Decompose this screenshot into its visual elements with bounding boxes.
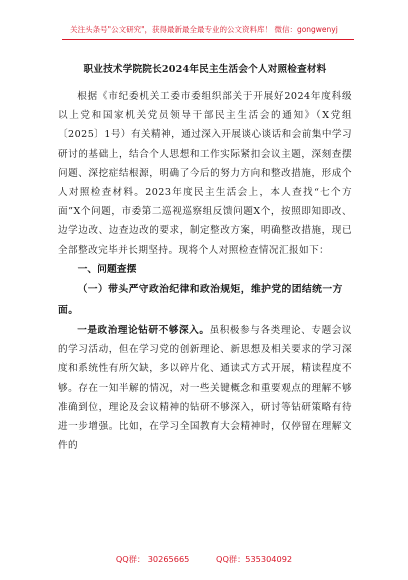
- footer-qq-group-1: QQ群： 30265665: [115, 554, 190, 564]
- footer: [0, 554, 408, 565]
- point-body: 虽积极参与各类理论、专题会议的学习活动，但在学习党的创新理论、新思想及相关要求的学习深度和系统性有所欠缺，多以碎片化、通读式方式开展，精读程度不够。存在一知半解的情况，对一些关键概念和重要观点的理解不够准确到位，理论及会议精神的钻研不够深入，研讨等钻研策略有待进一步增强。比如，在学习全国教育大会精神时，仅停留在理解文件的: [58, 325, 352, 452]
- subsection-heading: （一）带头严守政治纪律和政治规矩，维护党的团结统一方面。: [58, 284, 343, 317]
- point-lead: 一是政治理论钻研不够深入。: [77, 325, 210, 337]
- intro-paragraph: 根据《市纪委机关工委市委组织部关于开展好2024年度科级以上党和国家机关党员领导干部民主生活会的通知》（X党组〔2025〕1号）有关精神，通过深入开展谈心谈话和会前集中学习研讨的基础上，结合个人思想和工作实际紧扣会议主题，深刻查摆问题、深挖症结根源，明确了今后的努力方向和整改措施，形成个人对照检查材料。2023年度民主生活会上，本人查找“七个方面”X个问题，市委第二巡视巡察组反馈问题X个，按照即知即改、边学边改、边查边改的要求，制定整改方案，明确整改措施，现已全部整改完毕并长期坚持。现将个人对照检查情况汇报如下：: [58, 91, 352, 256]
- header-divider: [62, 39, 354, 40]
- footer-qq-group-2: QQ群：535304092: [216, 554, 293, 564]
- header-notice: 关注头条号"公文研究"，获得最新最全最专业的公文资料库！ 微信：gongwenyj: [70, 25, 338, 34]
- point-paragraph: [58, 321, 352, 455]
- section-heading: 一、问题查摆: [77, 263, 137, 275]
- document-title: 职业技术学院院长2024年民主生活会个人对照检查材料: [83, 64, 327, 75]
- document-body: [58, 63, 352, 455]
